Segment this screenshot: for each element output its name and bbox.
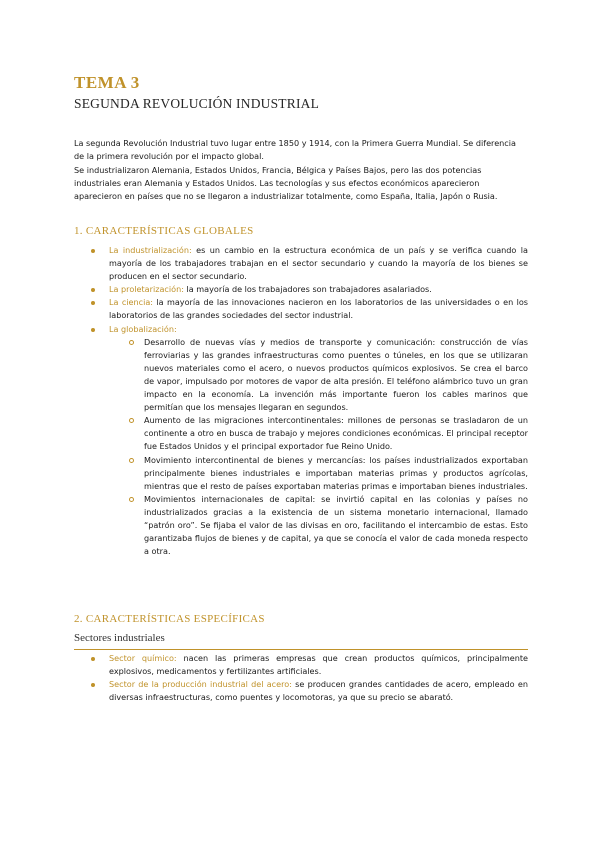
circle-bullet-icon [129, 458, 134, 463]
section-1-heading: 1. CARACTERÍSTICAS GLOBALES [74, 225, 254, 237]
page-subtitle: SEGUNDA REVOLUCIÓN INDUSTRIAL [74, 96, 320, 111]
list-item [74, 244, 528, 283]
sub-list-item [109, 493, 528, 558]
item-text: es un cambio en la estructura económica de un país y se verifica cuando la mayoría de los trabajadores trabajan en el sector secundario y cuando la mayoría de los bienes se producen en el sector secundario. [109, 245, 529, 282]
sub-item-text: Movimientos internacionales de capital: se invirtió capital en las colonias y países no industrializados gracias a la existencia de un sistema monetario internacional, llamado “patrón oro”. Se fijaba el valor de las divisas en oro, facilitando el intercambio de estas. Esto garantizaba flujos de bienes y de capital, ya que se conocía el valor de cada moneda respecto a otra. [144, 493, 528, 557]
item-text: nacen las primeras empresas que crean productos químicos, principalmente explosivos, medicamentos y fertilizantes artificiales. [109, 653, 528, 677]
bullet-icon [91, 288, 95, 292]
sub-item-text: Aumento de las migraciones intercontinentales: millones de personas se trasladaron de un continente a otro en busca de trabajo y mejores condiciones económicas. El principal receptor fue Estados Unidos y el principal exportador fue Reino Unido. [144, 415, 528, 452]
list-item [74, 323, 528, 559]
sub-list-item [109, 336, 528, 415]
item-text: la mayoría de las innovaciones nacieron en los laboratorios de las universidades o en los laboratorios de las grandes sociedades del sector industrial. [109, 297, 528, 321]
sub-item-text: Movimiento intercontinental de bienes y mercancías: los países industrializados exportaban principalmente bienes industriales e importaban materias primas y productos agrícolas, mientras que el resto de países exportaban materias primas e importaban bienes industriales. [144, 454, 528, 491]
section-2-subheading: Sectores industriales [74, 632, 165, 644]
section-2-list [74, 652, 528, 704]
item-label: La globalización: [109, 323, 177, 334]
bullet-icon [91, 301, 95, 305]
item-label: Sector de la producción industrial del acero: [109, 679, 292, 690]
intro-paragraph-2: Se industrializaron Alemania, Estados Unidos, Francia, Bélgica y Países Bajos, pero las dos potencias industriales eran Alemania y Estados Unidos. Las tecnologías y sus efectos económicos aparecieron aparecieron en países que no se llegaron a industrializar totalmente, como España, Italia, Japón o Rusia. [74, 164, 498, 202]
intro-paragraph-1: La segunda Revolución Industrial tuvo lugar entre 1850 y 1914, con la Primera Guerra Mundial. Se diferencia de la primera revolución por el impacto global. [74, 138, 516, 162]
bullet-icon [91, 657, 95, 661]
item-label: La industrialización: [109, 245, 192, 255]
circle-bullet-icon [129, 497, 134, 502]
intro-block [74, 137, 528, 203]
item-text: se producen grandes cantidades de acero, empleado en diversas infraestructuras, como puentes y locomotoras, ya que su precio se abarató. [109, 679, 528, 703]
item-label: La ciencia: [109, 297, 154, 308]
item-label: Sector químico: [109, 653, 177, 663]
sub-list-item [109, 454, 528, 493]
list-item [74, 652, 528, 678]
item-label: La proletarización: [109, 284, 184, 295]
globalization-sublist [109, 336, 528, 559]
circle-bullet-icon [129, 418, 134, 423]
list-item [74, 678, 528, 704]
item-text: la mayoría de los trabajadores son trabajadores asalariados. [183, 284, 432, 295]
section-1-list [74, 244, 528, 558]
list-item [74, 283, 528, 296]
page-title: TEMA 3 [74, 73, 140, 92]
sub-item-text: Desarrollo de nuevas vías y medios de transporte y comunicación: construcción de vías ferroviarias y las grandes infraestructuras como puentes o túneles, en los que se utilizaran nuevos materiales como el acero, o nuevos productos químicos explosivos. Se crea el barco de vapor, impulsado por motores de vapor de alta presión. El teléfono alámbrico tuvo un gran impacto en la economía. La invención más importante fueron los cables marinos que permitían que los mensajes llegaran en segundos. [144, 336, 528, 413]
bullet-icon [91, 683, 95, 687]
section-2-heading: 2. CARACTERÍSTICAS ESPECÍFICAS [74, 613, 265, 625]
bullet-icon [91, 328, 95, 332]
sub-list-item [109, 414, 528, 453]
circle-bullet-icon [129, 340, 134, 345]
bullet-icon [91, 249, 95, 253]
list-item [74, 296, 528, 322]
section-divider [74, 649, 528, 650]
